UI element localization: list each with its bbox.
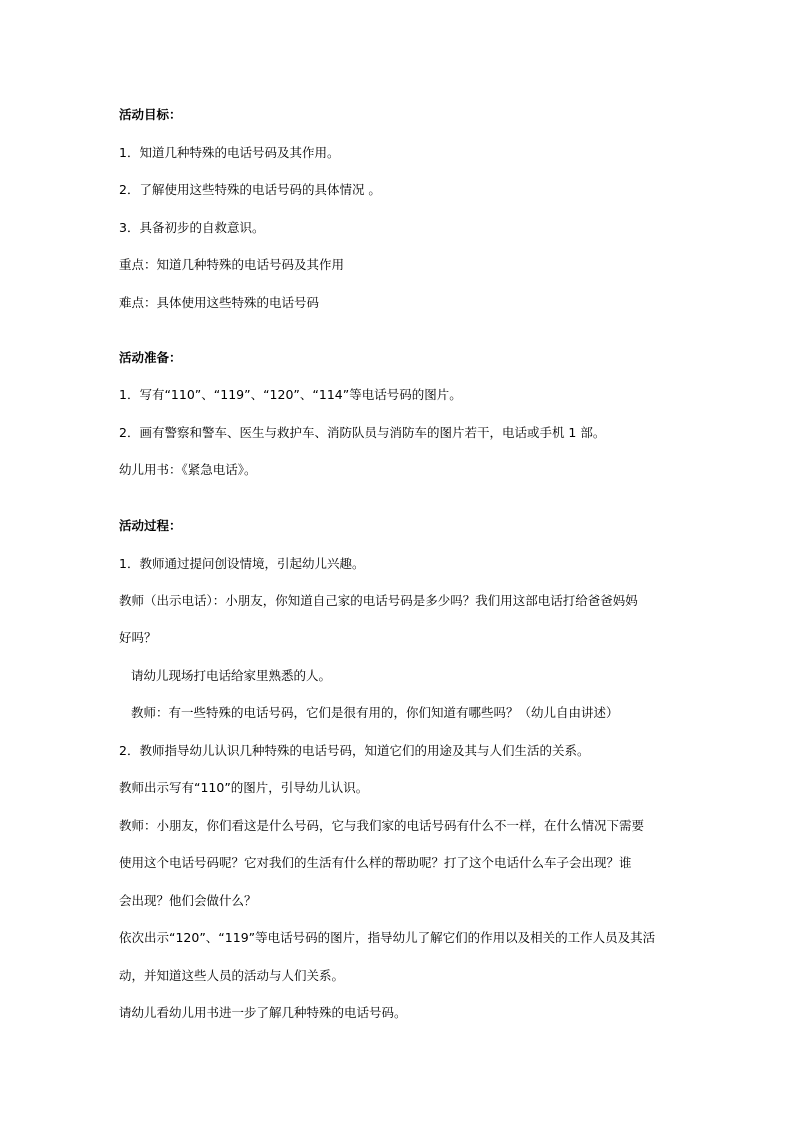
process-heading: 活动过程： (119, 518, 182, 533)
process-item-6: 2．教师指导幼儿认识几种特殊的电话号码，知道它们的用途及其与人们生活的关系。 (119, 743, 590, 758)
process-item-1: 1．教师通过提问创设情境，引起幼儿兴趣。 (119, 556, 365, 571)
preparation-item-2: 2．画有警察和警车、医生与救护车、消防队员与消防车的图片若干，电话或手机 1 部。 (119, 425, 606, 440)
goals-item-2: 2．了解使用这些特殊的电话号码的具体情况 。 (119, 182, 381, 197)
preparation-item-1: 1．写有“110”、“119”、“120”、“114”等电话号码的图片。 (119, 387, 462, 402)
process-item-4: 请幼儿现场打电话给家里熟悉的人。 (131, 668, 332, 683)
process-item-13: 请幼儿看幼儿用书进一步了解几种特殊的电话号码。 (119, 1005, 407, 1020)
process-item-9: 使用这个电话号码呢？它对我们的生活有什么样的帮助呢？打了这个电话什么车子会出现？谁 (119, 855, 632, 870)
goals-key-point: 重点：知道几种特殊的电话号码及其作用 (119, 257, 345, 272)
preparation-item-3: 幼儿用书：《紧急电话》。 (119, 462, 257, 477)
preparation-heading: 活动准备： (119, 350, 182, 365)
goals-difficult-point: 难点：具体使用这些特殊的电话号码 (119, 295, 320, 310)
process-item-2: 教师（出示电话）：小朋友，你知道自己家的电话号码是多少吗？我们用这部电话打给爸爸妈妈 (119, 593, 638, 608)
process-item-7: 教师出示写有“110”的图片，引导幼儿认识。 (119, 780, 369, 795)
process-item-8: 教师：小朋友，你们看这是什么号码，它与我们家的电话号码有什么不一样，在什么情况下需要 (119, 818, 645, 833)
goals-item-1: 1．知道几种特殊的电话号码及其作用。 (119, 145, 340, 160)
process-item-5: 教师：有一些特殊的电话号码，它们是很有用的，你们知道有哪些吗？（幼儿自由讲述） (131, 705, 619, 720)
process-item-3: 好吗？ (119, 630, 157, 645)
goals-item-3: 3．具备初步的自救意识。 (119, 220, 265, 235)
goals-heading: 活动目标： (119, 107, 182, 122)
process-item-11: 依次出示“120”、“119”等电话号码的图片，指导幼儿了解它们的作用以及相关的工作人员及其活 (119, 930, 656, 945)
process-item-10: 会出现？他们会做什么？ (119, 893, 257, 908)
process-item-12: 动，并知道这些人员的活动与人们关系。 (119, 968, 345, 983)
